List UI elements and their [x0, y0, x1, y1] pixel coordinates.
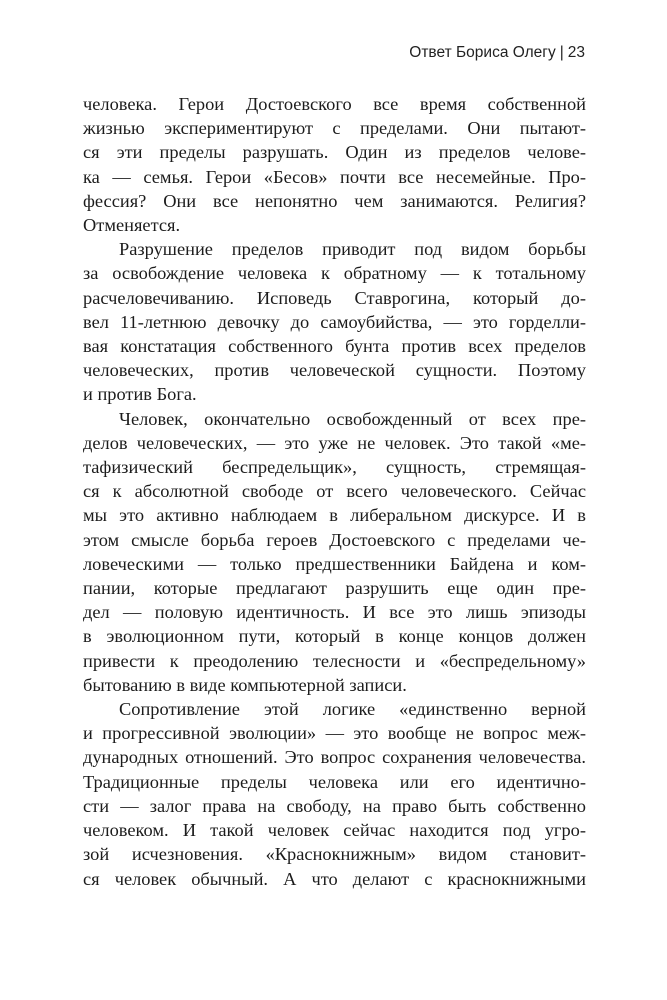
- text-line: делов человеческих, — это уже не человек. Это такой «ме-: [83, 432, 586, 453]
- text-line: бытованию в виде компьютерной записи.: [83, 674, 407, 695]
- text-line: вел 11-летнюю девочку до самоубийства, — это горделли-: [83, 311, 586, 332]
- text-line: Разрушение пределов приводит под видом борьбы: [119, 239, 586, 260]
- text-line: и против Бога.: [83, 384, 197, 405]
- text-line: тафизический беспредельщик», сущность, стремящая-: [83, 457, 586, 478]
- text-line: мы это активно наблюдаем в либеральном дискурсе. И в: [83, 505, 586, 526]
- text-line: человеком. И такой человек сейчас находится под угро-: [83, 820, 586, 841]
- text-line: сти — залог права на свободу, на право быть собственно: [83, 795, 586, 816]
- text-line: ся к абсолютной свободе от всего человеческого. Сейчас: [83, 481, 586, 502]
- text-line: дел — половую идентичность. И все это лишь эпизоды: [83, 602, 586, 623]
- running-header: [409, 44, 585, 62]
- text-line: этом смысле борьба героев Достоевского с пределами че-: [83, 529, 586, 550]
- text-line: вая констатация собственного бунта против всех пределов: [83, 336, 586, 357]
- paragraph: [83, 237, 586, 406]
- text-line: пании, которые предлагают разрушить еще один пре-: [83, 578, 586, 599]
- text-line: в эволюционном пути, который в конце концов должен: [83, 626, 586, 647]
- text-line: дународных отношений. Это вопрос сохранения человечества.: [83, 747, 586, 768]
- text-line: фессия? Они все непонятно чем занимаются. Религия?: [83, 190, 586, 211]
- text-line: Человек, окончательно освобожденный от всех пре-: [119, 408, 586, 429]
- text-line: ловеческими — только предшественники Байдена и ком-: [83, 553, 586, 574]
- text-line: Традиционные пределы человека или его идентично-: [83, 771, 586, 792]
- text-line: привести к преодолению телесности и «беспредельному»: [83, 650, 586, 671]
- text-line: расчеловечиванию. Исповедь Ставрогина, который до-: [83, 287, 586, 308]
- paragraph: [83, 697, 586, 891]
- paragraph: [83, 407, 586, 697]
- header-separator: |: [559, 44, 564, 61]
- text-line: и прогрессивной эволюции» — это вообще не вопрос меж-: [83, 723, 586, 744]
- text-line: ся человек обычный. А что делают с краснокнижными: [83, 868, 586, 889]
- running-title: Ответ Бориса Олегу: [409, 44, 556, 61]
- text-line: за освобождение человека к обратному — к тотальному: [83, 263, 586, 284]
- text-line: ка — семья. Герои «Бесов» почти все несемейные. Про-: [83, 166, 586, 187]
- paragraph: [83, 92, 586, 237]
- text-line: Отменяется.: [83, 215, 181, 236]
- text-line: ся эти пределы разрушать. Один из пределов челове-: [83, 142, 586, 163]
- text-line: человека. Герои Достоевского все время собственной: [83, 94, 586, 114]
- text-line: человеческих, против человеческой сущности. Поэтому: [83, 360, 586, 381]
- text-line: Сопротивление этой логике «единственно верной: [119, 699, 586, 720]
- text-line: зой исчезновения. «Краснокнижным» видом становит-: [83, 844, 586, 865]
- body-text: [83, 92, 586, 891]
- page-number: 23: [567, 44, 585, 61]
- text-line: жизнью экспериментируют с пределами. Они пытают-: [83, 118, 586, 139]
